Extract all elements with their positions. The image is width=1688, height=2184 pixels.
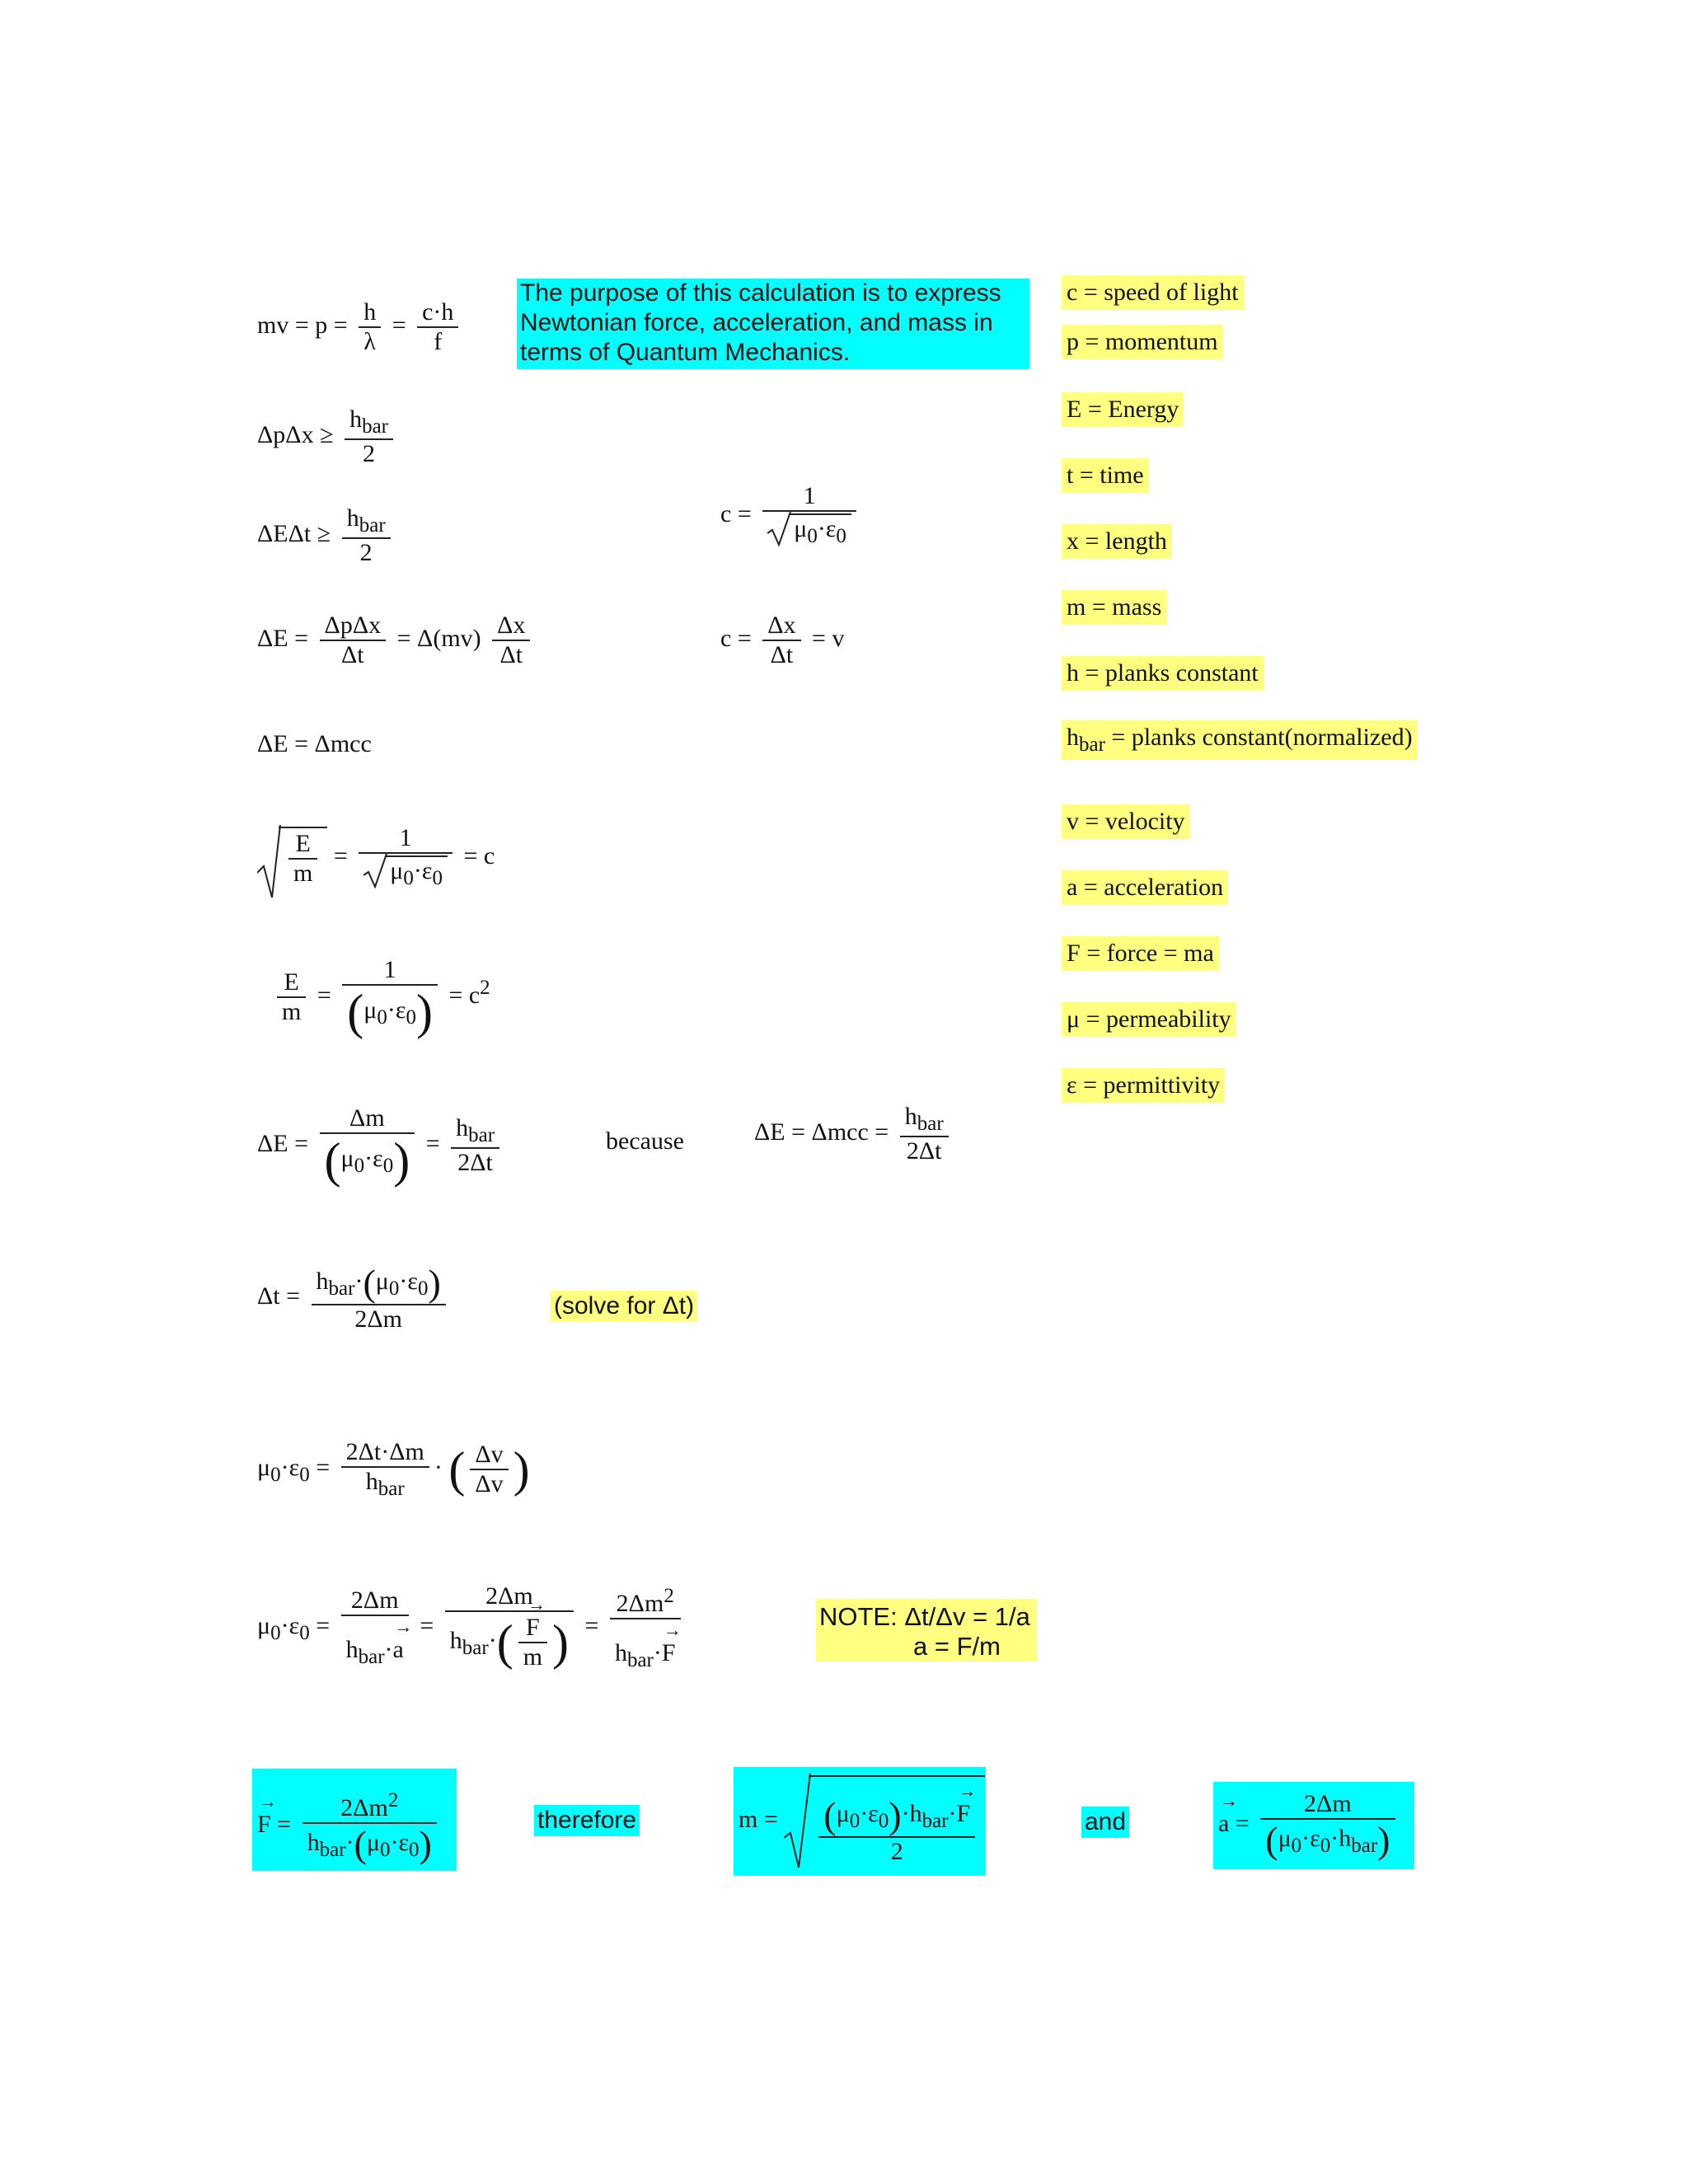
legend-item: μ = permeability — [1062, 1002, 1236, 1037]
legend-item: F = force = ma — [1062, 936, 1219, 971]
eq-c-velocity: c = $\frac{\Delta x}{\Delta t}$ = v — [720, 612, 845, 668]
frac-ch-f: $\frac{c\cdot h}{f}$ — [417, 298, 458, 356]
because-label: because — [606, 1127, 684, 1155]
frac-h-lambda: $\frac{h}{\lambda}$ — [359, 298, 381, 356]
eq-e-over-m: $\frac{E}{m}$ = $\frac{1}{(\mu_0\cdot\varepsilon_0)}$ = $c^2$ — [272, 956, 490, 1038]
note-line-2: a = F/m — [913, 1632, 1001, 1661]
result-mass: m = $\frac{(\mu_0\cdot\varepsilon_0)\cdot h_{bar}\cdot\to F}{2}$ — [734, 1767, 986, 1876]
legend-item: h = planks constant — [1062, 656, 1264, 691]
eq-delta-e-mcc: ΔE = Δmcc = $\frac{h_{bar}}{2\Delta t}$ — [754, 1103, 954, 1165]
legend-item: a = acceleration — [1062, 870, 1228, 905]
solve-note: (solve for Δt) — [551, 1291, 697, 1322]
eq-mu-eps-2: $\mu_0\cdot\varepsilon_0$ = $\frac{2\Delta m}{h_{bar}\cdot\to a}$ = 2Δm $h_{bar}\cdot$( → $\frac{F}{m}$ ) = $\frac{2\Delta m^2}{h_{bar}\cdot\to F}$ — [257, 1582, 686, 1673]
and-label: and — [1081, 1807, 1129, 1838]
legend-item: m = mass — [1062, 590, 1166, 625]
result-acceleration: → a = $\frac{2\Delta m}{(\mu_0\cdot\varepsilon_0\cdot h_{bar})}$ — [1213, 1782, 1414, 1869]
eq-mu-eps-1: $\mu_0\cdot\varepsilon_0$ = $\frac{2\Delta t\cdot\Delta m}{h_{bar}}$ · ( $\frac{\Delta v}{\Delta v}$ ) — [257, 1438, 530, 1500]
legend-item: c = speed of light — [1062, 275, 1244, 310]
legend-item: p = momentum — [1062, 325, 1223, 359]
purpose-box: The purpose of this calculation is to express Newtonian force, acceleration, and mass in terms of Quantum Mechanics. — [517, 279, 1029, 369]
legend-item: x = length — [1062, 524, 1172, 559]
eq-delta-energy: ΔE = $\frac{\text{ΔpΔx}}{\Delta t}$ = Δ(mv) $\frac{\Delta x}{\Delta t}$ — [257, 612, 535, 669]
therefore-label: therefore — [534, 1805, 640, 1836]
legend-item: E = Energy — [1062, 392, 1184, 427]
eq-uncertainty-position: ΔpΔx ≥ $\frac{h_{bar}}{2}$ — [257, 405, 398, 468]
eq-momentum-lhs: mv = p = — [257, 311, 348, 339]
eq-c-sqrt: c = $\frac{1}{\mu_0\cdot\varepsilon_0}$ — [720, 482, 861, 550]
note-line-1: NOTE: Δt/Δv = 1/a — [819, 1602, 1030, 1631]
eq-delta-t: Δt = $\frac{h_{bar}\cdot(\mu_0\cdot\varepsilon_0)}{2\Delta m}$ — [257, 1263, 451, 1333]
legend-item: $h_{bar}$ = planks constant(normalized) — [1062, 720, 1418, 760]
legend-item: t = time — [1062, 458, 1149, 493]
eq-uncertainty-energy: ΔEΔt ≥ $\frac{h_{bar}}{2}$ — [257, 504, 396, 567]
eq-mass-energy: ΔE = Δmcc — [257, 730, 372, 757]
result-force: → F = $\frac{2\Delta m^2}{h_{bar}\cdot(\mu_0\cdot\varepsilon_0)}$ — [252, 1769, 457, 1871]
eq-delta-e-mass: ΔE = $\frac{\Delta m}{(\mu_0\cdot\varepsilon_0)}$ = $\frac{h_{bar}}{2\Delta t}$ — [257, 1104, 504, 1187]
eq-momentum: mv = p = $\frac{h}{\lambda}$ = $\frac{c\cdot h}{f}$ — [257, 298, 463, 356]
legend-item: ε = permittivity — [1062, 1068, 1225, 1103]
note-box — [816, 1599, 1037, 1661]
eq-sqrt-em: $\frac{E}{m}$ = $\frac{1}{\mu_0\cdot\varepsilon_0}$ = c — [257, 824, 495, 892]
legend-item: v = velocity — [1062, 804, 1190, 839]
